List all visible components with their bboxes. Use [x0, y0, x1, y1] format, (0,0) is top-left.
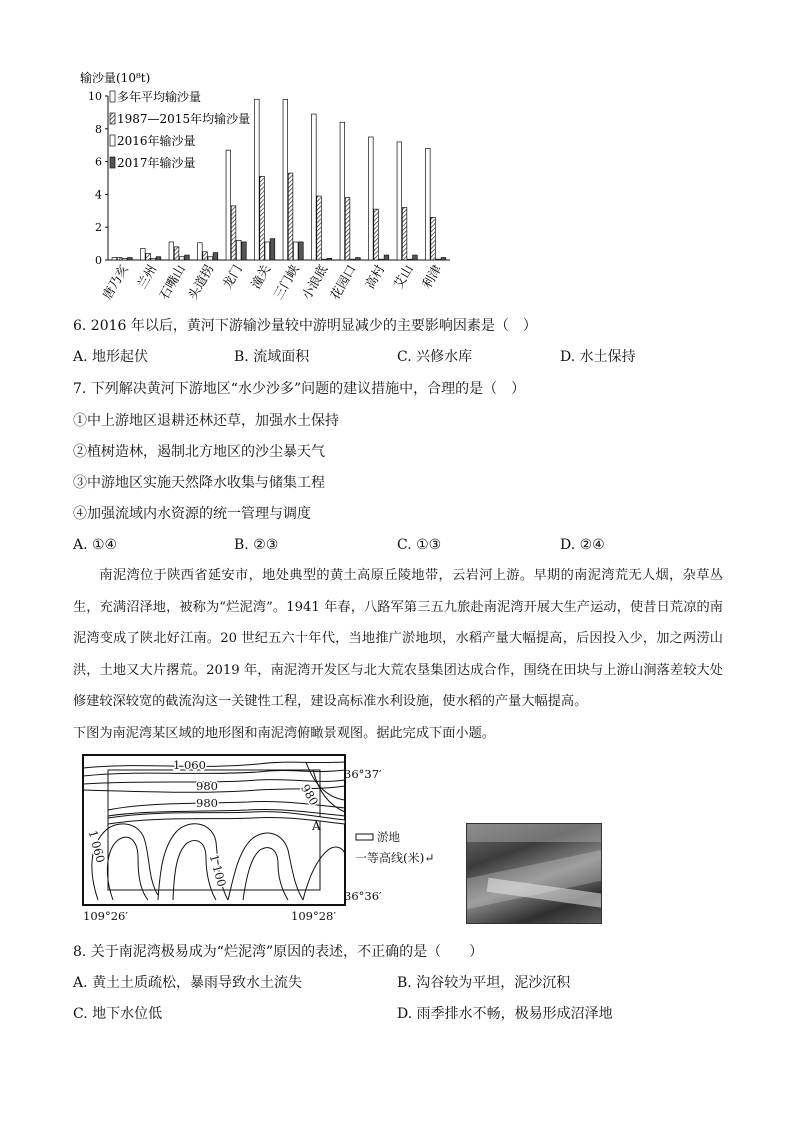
bar-4-2	[236, 240, 241, 260]
x-tick-label: 头道拐	[184, 262, 217, 302]
x-tick-label: 高村	[361, 262, 388, 292]
bar-4-3	[242, 242, 247, 260]
legend-label: 多年平均输沙量	[117, 90, 202, 104]
contour-label-980-b: 980	[196, 796, 218, 810]
contour-label-980-c: 980	[298, 781, 322, 808]
bar-10-0	[397, 142, 402, 260]
lon-right-label: 109°28′	[291, 909, 336, 923]
silt-land-area	[108, 812, 345, 824]
chart-ylabel: 输沙量(10⁸t)	[80, 71, 151, 85]
map-point-a: A	[312, 819, 321, 833]
bar-9-1	[374, 209, 379, 260]
contour-label-1100: 1 100	[206, 852, 229, 889]
bar-2-0	[169, 242, 174, 260]
q8-option-a[interactable]: A. 黄土土质疏松，暴雨导致水土流失	[73, 975, 303, 991]
bar-6-1	[288, 173, 293, 260]
lat-bottom-label: 36°36′	[344, 889, 382, 903]
bar-3-1	[203, 252, 208, 260]
bar-1-3	[156, 257, 161, 260]
nanniwan-aerial-photo	[466, 823, 602, 924]
bar-9-0	[369, 137, 374, 260]
q8-stem: 8. 关于南泥湾极易成为“烂泥湾”原因的表述，不正确的是（ ）	[73, 944, 484, 960]
bar-8-1	[345, 198, 350, 260]
y-tick-label: 8	[95, 122, 102, 136]
silt-legend-swatch	[356, 834, 373, 840]
q7-option-a[interactable]: A. ①④	[73, 537, 118, 553]
x-tick-label: 花园口	[327, 262, 359, 302]
q6-option-b[interactable]: B. 流域面积	[234, 349, 310, 365]
passage-instruction: 下图为南泥湾某区域的地形图和南泥湾俯瞰景观图。据此完成下面小题。	[73, 725, 495, 741]
bar-3-3	[213, 253, 218, 260]
q6-stem: 6. 2016 年以后，黄河下游输沙量较中游明显减少的主要影响因素是（ ）	[73, 318, 537, 334]
bar-5-2	[265, 242, 270, 260]
q7-item-2: ②植树造林，遏制北方地区的沙尘暴天气	[73, 444, 325, 460]
bar-2-3	[185, 255, 190, 260]
bar-11-3	[441, 258, 446, 260]
bar-3-0	[198, 243, 203, 260]
bar-2-1	[174, 247, 179, 260]
q6-option-d[interactable]: D. 水土保持	[560, 349, 636, 365]
bar-6-3	[299, 242, 304, 260]
bar-0-1	[117, 258, 122, 260]
bar-0-3	[128, 258, 133, 260]
y-tick-label: 4	[95, 188, 102, 202]
bar-6-2	[293, 242, 298, 260]
x-tick-label: 利津	[418, 262, 445, 292]
bar-9-3	[384, 255, 389, 260]
reading-passage	[73, 560, 723, 749]
bar-6-0	[283, 99, 288, 260]
bar-0-2	[122, 258, 127, 260]
x-tick-label: 潼关	[247, 262, 274, 292]
bar-11-0	[426, 148, 431, 260]
bar-8-0	[340, 122, 345, 260]
bar-10-1	[402, 208, 407, 260]
bar-3-2	[208, 257, 213, 260]
x-tick-label: 三门峡	[270, 262, 302, 302]
bar-0-0	[112, 258, 117, 260]
bar-4-1	[231, 206, 236, 260]
q7-stem: 7. 下列解决黄河下游地区“水少沙多”问题的建议措施中，合理的是（ ）	[73, 381, 526, 397]
bar-7-3	[327, 258, 332, 260]
bar-1-0	[141, 249, 146, 260]
q6-option-a[interactable]: A. 地形起伏	[73, 349, 149, 365]
legend-label: 2016年输沙量	[117, 134, 196, 148]
y-tick-label: 2	[95, 221, 102, 235]
q7-option-b[interactable]: B. ②③	[234, 537, 279, 553]
contour-label-980-a: 980	[196, 779, 218, 793]
topographic-map	[78, 750, 463, 925]
bar-9-2	[379, 259, 384, 260]
q7-item-3: ③中游地区实施天然降水收集与储集工程	[73, 475, 325, 491]
bar-7-0	[312, 114, 317, 260]
q8-option-b[interactable]: B. 沟谷较为平坦，泥沙沉积	[397, 975, 571, 991]
x-axis-labels	[99, 262, 444, 302]
q8-option-c[interactable]: C. 地下水位低	[73, 1006, 163, 1022]
bar-10-2	[407, 259, 412, 260]
bar-5-0	[255, 99, 260, 260]
legend-label: 2017年输沙量	[117, 156, 196, 170]
bar-8-3	[356, 258, 361, 260]
q6-option-c[interactable]: C. 兴修水库	[397, 349, 473, 365]
bar-8-2	[350, 259, 355, 260]
legend-swatch	[110, 113, 115, 124]
x-tick-label: 小浪底	[298, 262, 331, 302]
q7-item-1: ①中上游地区退耕还林还草，加强水土保持	[73, 413, 339, 429]
q7-option-c[interactable]: C. ①③	[397, 537, 442, 553]
contour-label-1060-left: 1 060	[85, 828, 108, 865]
legend-swatch	[110, 135, 115, 146]
x-tick-label: 石嘴山	[156, 262, 188, 302]
bar-11-1	[431, 217, 436, 260]
x-tick-label: 唐乃亥	[99, 262, 131, 302]
y-tick-label: 10	[88, 90, 102, 103]
silt-legend-label: 淤地	[377, 830, 400, 844]
x-tick-label: 龙门	[219, 262, 245, 292]
y-axis-ticks	[88, 90, 108, 267]
q7-option-d[interactable]: D. ②④	[560, 537, 605, 553]
bar-5-3	[270, 239, 275, 260]
bar-11-2	[436, 259, 441, 260]
sediment-bar-chart	[70, 62, 460, 307]
lon-left-label: 109°26′	[83, 909, 128, 923]
bar-4-0	[226, 150, 231, 260]
lat-top-label: 36°37′	[344, 767, 382, 781]
bar-7-1	[317, 196, 322, 260]
q8-option-d[interactable]: D. 雨季排水不畅，极易形成沼泽地	[397, 1006, 613, 1022]
contour-legend-label: 一等高线(米)↵	[355, 851, 435, 865]
bar-2-2	[179, 257, 184, 260]
x-tick-label: 艾山	[390, 262, 416, 292]
contour-label-1060-top: 1 060	[173, 758, 206, 772]
bar-5-1	[260, 176, 265, 260]
bar-7-2	[322, 259, 327, 260]
y-tick-label: 6	[95, 155, 102, 169]
x-tick-label: 兰州	[133, 262, 160, 292]
passage-paragraph: 南泥湾位于陕西省延安市，地处典型的黄土高原丘陵地带，云岩河上游。早期的南泥湾荒无人烟，杂草丛生，充满沼泽地，被称为“烂泥湾”。1941 年春，八路军第三五九旅赴南泥湾开展大生产运动，使昔日荒凉的南泥湾变成了陕北好江南。20 世纪五六十年代，当地推广淤地坝，水稻产量大幅提高，后因投入少，加之两涝山洪，土地又大片撂荒。2019 年，南泥湾开发区与北大荒农垦集团达成合作，围绕在田块与上游山涧落差较大处修建较深较宽的截流沟这一关键性工程，建设高标准水利设施，使水稻的产量大幅提高。	[73, 568, 723, 709]
q7-item-4: ④加强流域内水资源的统一管理与调度	[73, 506, 311, 522]
bar-1-2	[151, 258, 156, 260]
bar-1-1	[146, 253, 151, 260]
legend-swatch	[110, 157, 115, 168]
y-tick-label: 0	[95, 254, 102, 267]
legend-swatch	[110, 91, 115, 102]
bar-10-3	[413, 255, 418, 260]
legend-label: 1987—2015年均输沙量	[117, 112, 251, 126]
